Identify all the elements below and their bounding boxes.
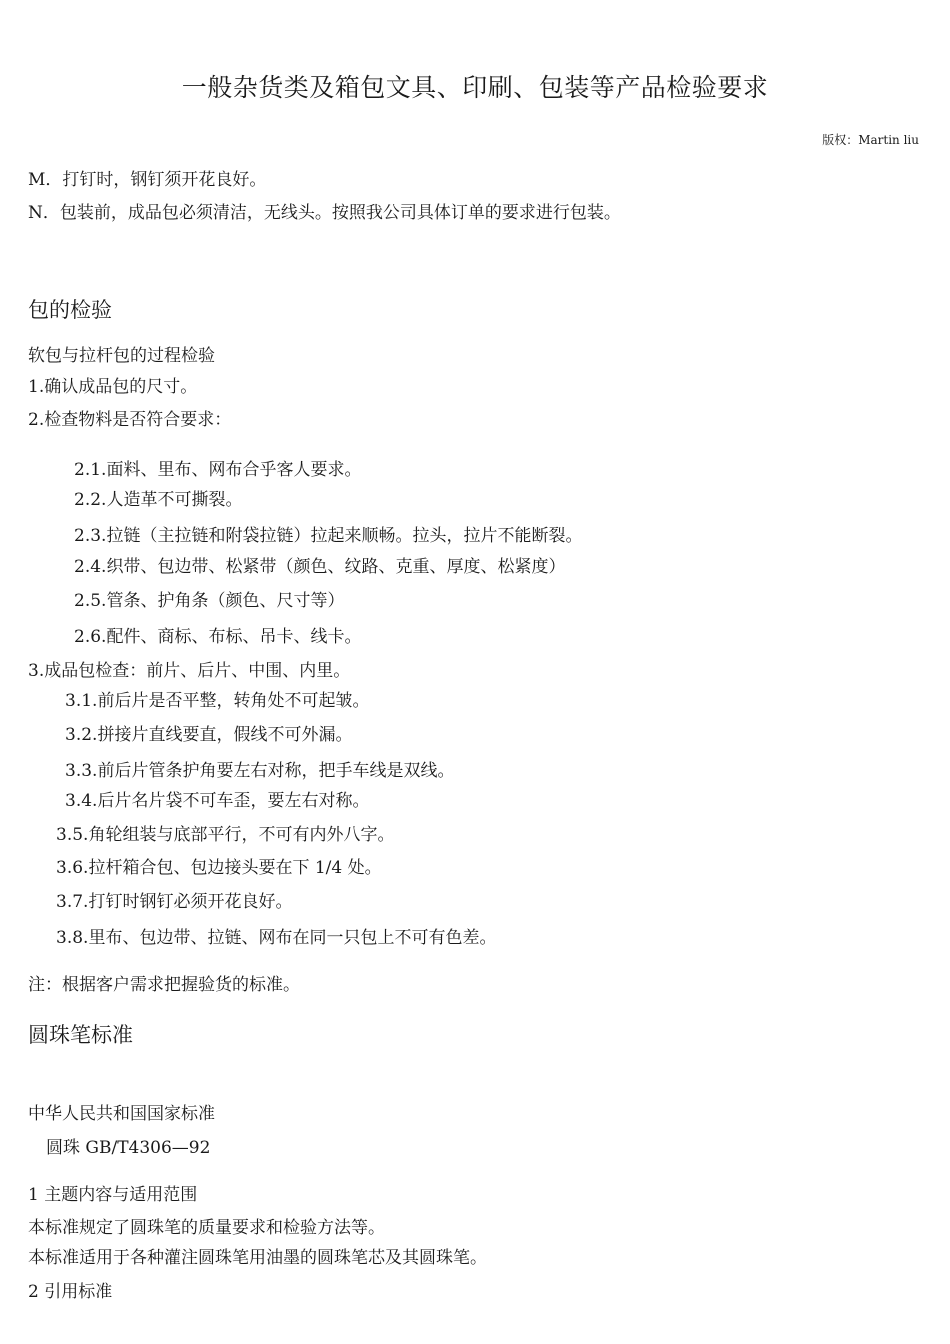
- list-item: 3.3.前后片管条护角要左右对称，把手车线是双线。: [65, 761, 455, 781]
- list-item: 2.检查物料是否符合要求：: [28, 410, 232, 430]
- section-heading-bag-inspection: 包的检验: [28, 298, 112, 322]
- list-item: 2.2.人造革不可撕裂。: [74, 490, 243, 510]
- paragraph-line: 本标准适用于各种灌注圆珠笔用油墨的圆珠笔芯及其圆珠笔。: [28, 1248, 487, 1268]
- list-item: 3.8.里布、包边带、拉链、网布在同一只包上不可有色差。: [56, 928, 497, 948]
- list-item: 3.4.后片名片袋不可车歪，要左右对称。: [65, 791, 370, 811]
- list-item: 2.5.管条、护角条（颜色、尺寸等）: [74, 591, 345, 611]
- section-heading-ballpoint-pen: 圆珠笔标准: [28, 1023, 133, 1047]
- list-item: 3.5.角轮组装与底部平行，不可有内外八字。: [56, 825, 395, 845]
- list-item: M．打钉时，钢钉须开花良好。: [28, 170, 267, 190]
- list-item: 3.1.前后片是否平整，转角处不可起皱。: [65, 691, 370, 711]
- copyright-notice: 版权：Martin liu: [822, 133, 919, 147]
- standard-code: 圆珠 GB/T4306—92: [46, 1138, 211, 1158]
- list-item: N．包装前，成品包必须清洁，无线头。按照我公司具体订单的要求进行包装。: [28, 203, 621, 223]
- list-item: 3.成品包检查：前片、后片、中围、内里。: [28, 661, 351, 681]
- list-item: 3.6.拉杆箱合包、包边接头要在下 1/4 处。: [56, 858, 382, 878]
- clause-title: 1 主题内容与适用范围: [28, 1185, 198, 1205]
- list-item: 3.2.拼接片直线要直，假线不可外漏。: [65, 725, 353, 745]
- standard-org: 中华人民共和国国家标准: [28, 1104, 215, 1124]
- list-item: 3.7.打钉时钢钉必须开花良好。: [56, 892, 293, 912]
- paragraph-line: 本标准规定了圆珠笔的质量要求和检验方法等。: [28, 1218, 385, 1238]
- subheading: 软包与拉杆包的过程检验: [28, 346, 215, 366]
- list-item: 2.4.织带、包边带、松紧带（颜色、纹路、克重、厚度、松紧度）: [74, 557, 566, 577]
- note: 注：根据客户需求把握验货的标准。: [28, 975, 300, 995]
- list-item: 2.6.配件、商标、布标、吊卡、线卡。: [74, 627, 362, 647]
- list-item: 1.确认成品包的尺寸。: [28, 377, 198, 397]
- list-item: 2.3.拉链（主拉链和附袋拉链）拉起来顺畅。拉头，拉片不能断裂。: [74, 526, 583, 546]
- list-item: 2.1.面料、里布、网布合乎客人要求。: [74, 460, 362, 480]
- clause-title: 2 引用标准: [28, 1282, 113, 1302]
- document-title: 一般杂货类及箱包文具、印刷、包装等产品检验要求: [181, 73, 769, 102]
